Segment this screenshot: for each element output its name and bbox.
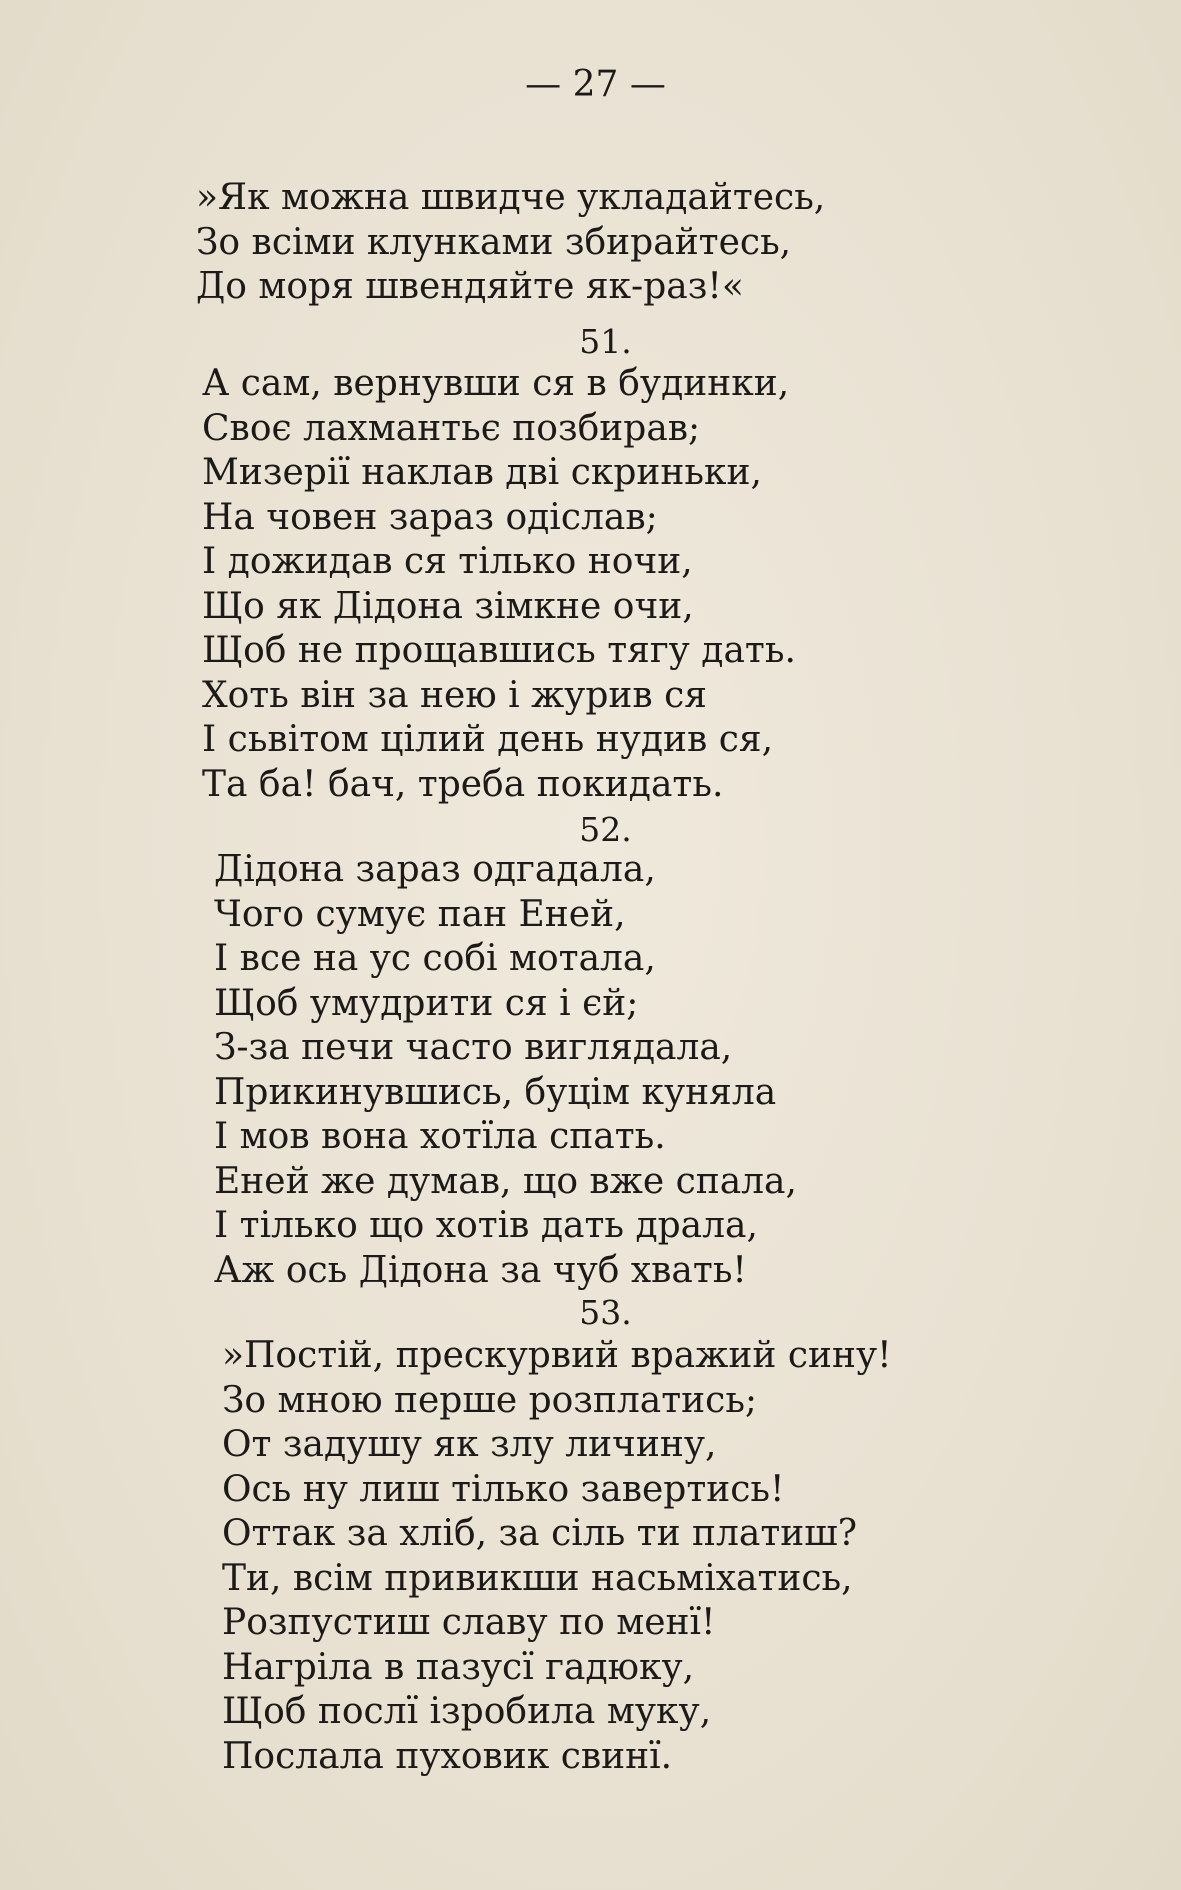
verse-line: Оттак за хліб, за сіль ти платиш? xyxy=(222,1513,858,1554)
verse-line: От задушу як злу личину, xyxy=(222,1424,717,1465)
stanza-number: 52. xyxy=(579,810,632,849)
verse-line: Аж ось Дідона за чуб хвать! xyxy=(214,1249,747,1291)
verse-line: Хоть він за нею і журив ся xyxy=(202,674,707,716)
verse-line: Зо всіми клунками збирайтесь, xyxy=(196,221,792,263)
verse-line: До моря швендяйте як-раз!« xyxy=(196,266,744,307)
verse-line: Зо мною перше розплатись; xyxy=(222,1379,758,1421)
verse-line: Своє лахмантьє позбирав; xyxy=(202,407,701,449)
verse-line: Чого сумує пан Еней, xyxy=(214,893,626,935)
verse-line: Щоб не прощавшись тягу дать. xyxy=(202,630,796,671)
verse-line: І дожидав ся тілько ночи, xyxy=(202,541,693,582)
verse-line: Дідона зараз одгадала, xyxy=(214,849,656,890)
stanza-52 xyxy=(214,848,797,1293)
verse-line: Щоб умудрити ся і єй; xyxy=(214,982,639,1024)
verse-line: Нагріла в пазусї гадюку, xyxy=(222,1646,695,1688)
verse-line: Що як Дідона зімкне очи, xyxy=(202,585,694,627)
stanza-number: 51. xyxy=(579,322,632,361)
verse-line: Ти, всім привикши насьміхатись, xyxy=(222,1557,853,1599)
verse-line: Та ба! бач, треба покидать. xyxy=(202,763,724,805)
verse-line: Ось ну лиш тілько завертись! xyxy=(222,1468,785,1510)
stanza-number: 53. xyxy=(579,1293,632,1332)
verse-line: І тілько що хотів дать драла, xyxy=(214,1205,758,1246)
verse-line: Мизерії наклав дві скриньки, xyxy=(202,452,762,493)
verse-line: І сьвітом цілий день нудив ся, xyxy=(202,719,774,760)
verse-line: Еней же думав, що вже спала, xyxy=(214,1160,797,1202)
intro-verse xyxy=(196,176,825,310)
verse-line: Прикинувшись, буцім куняла xyxy=(214,1071,777,1113)
verse-line: І мов вона хотїла спать. xyxy=(214,1116,666,1157)
verse-line: Щоб послї ізробила муку, xyxy=(222,1691,712,1732)
verse-line: А сам, вернувши ся в будинки, xyxy=(202,363,790,404)
verse-line: »Постій, прескурвий вражий сину! xyxy=(222,1335,892,1376)
verse-line: З-за печи часто виглядала, xyxy=(214,1027,733,1068)
verse-line: »Як можна швидче укладайтесь, xyxy=(196,177,826,218)
verse-line: Послала пуховик свинї. xyxy=(222,1735,673,1777)
verse-line: І все на ус собі мотала, xyxy=(214,938,656,979)
page-number: — 27 — xyxy=(525,64,666,105)
verse-line: Розпустиш славу по менї! xyxy=(222,1602,716,1643)
stanza-53 xyxy=(222,1334,892,1779)
verse-line: На човен зараз одіслав; xyxy=(202,496,658,538)
stanza-51 xyxy=(202,362,796,807)
